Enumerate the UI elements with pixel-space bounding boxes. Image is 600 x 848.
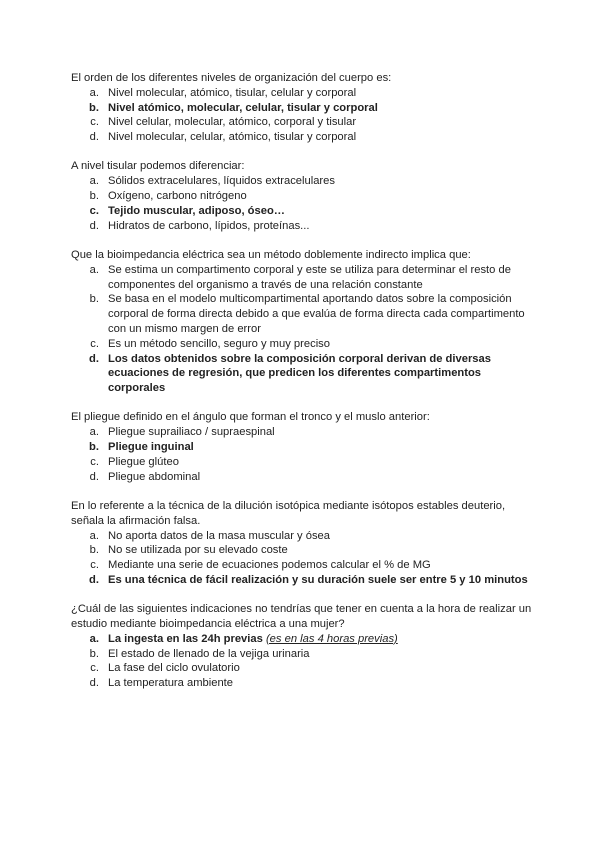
question-6: [71, 602, 541, 691]
answer-option-correct: [71, 632, 541, 647]
answer-letter: d.: [89, 677, 99, 690]
answer-option: [71, 470, 541, 485]
answer-text: No se utilizada por su elevado coste: [108, 544, 288, 557]
answer-text: Hidratos de carbono, lípidos, proteínas...: [108, 219, 310, 232]
answer-option: [71, 130, 541, 145]
question-3: [71, 248, 541, 396]
answer-option: [71, 676, 541, 691]
answer-letter: d.: [89, 131, 99, 144]
answer-text: Pliegue abdominal: [108, 470, 201, 483]
question-stem: En lo referente a la técnica de la dilución isotópica mediante isótopos estables deuterio, señala la afirmación falsa.: [71, 499, 506, 527]
answer-text: Nivel molecular, celular, atómico, tisular y corporal: [108, 131, 357, 144]
answer-text: La ingesta en las 24h previas: [108, 632, 263, 645]
answer-letter: b.: [89, 190, 99, 203]
answer-list: [71, 263, 541, 396]
question-stem: El pliegue definido en el ángulo que forman el tronco y el muslo anterior:: [71, 411, 430, 424]
answer-letter: a.: [89, 529, 99, 542]
answer-letter: c.: [90, 662, 99, 675]
question-stem: A nivel tisular podemos diferenciar:: [71, 160, 245, 173]
question-stem: ¿Cuál de las siguientes indicaciones no tendrías que tener en cuenta a la hora de realizar un estudio mediante bioimpedancia eléctrica a una mujer?: [71, 603, 532, 630]
answer-text-wrapper: [108, 632, 541, 647]
answer-option: [71, 529, 541, 544]
answer-text: La temperatura ambiente: [108, 677, 234, 690]
answer-option: [71, 425, 541, 440]
answer-list: [71, 529, 541, 588]
answer-option: [71, 115, 541, 130]
answer-letter: d.: [89, 470, 99, 483]
answer-option: [71, 558, 541, 573]
question-5: [71, 499, 541, 588]
answer-letter: a.: [89, 175, 99, 188]
answer-list: [71, 86, 541, 145]
answer-text: Oxígeno, carbono nitrógeno: [108, 190, 247, 203]
answer-letter: b.: [89, 544, 99, 557]
answer-letter: c.: [90, 116, 99, 129]
answer-option: [71, 647, 541, 662]
answer-letter: a.: [89, 426, 99, 439]
answer-letter: a.: [89, 86, 99, 99]
answer-text: No aporta datos de la masa muscular y ósea: [108, 529, 331, 542]
answer-option-correct: [71, 440, 541, 455]
answer-option: [71, 189, 541, 204]
answer-option: [71, 661, 541, 676]
answer-note: (es en las 4 horas previas): [265, 632, 398, 645]
answer-letter: d.: [89, 573, 99, 586]
answer-text: Pliegue glúteo: [108, 455, 179, 468]
document-page: [71, 71, 541, 705]
answer-letter: a.: [89, 632, 99, 645]
answer-option: [71, 337, 541, 352]
answer-text: Se basa en el modelo multicompartimental aportando datos sobre la composición corporal de forma directa debido a que evalúa de forma directa cada compartimento con un mismo margen de error: [108, 293, 525, 335]
answer-letter: d.: [89, 352, 99, 365]
answer-text: Sólidos extracelulares, líquidos extracelulares: [108, 175, 335, 188]
answer-option-correct: [71, 352, 541, 396]
answer-text: Pliegue suprailiaco / supraespinal: [108, 426, 275, 439]
answer-option: [71, 292, 541, 336]
question-stem: Que la bioimpedancia eléctrica sea un método doblemente indirecto implica que:: [71, 248, 471, 261]
answer-letter: c.: [90, 337, 99, 350]
answer-list: [71, 632, 541, 691]
answer-list: [71, 425, 541, 484]
question-4: [71, 410, 541, 484]
answer-option: [71, 455, 541, 470]
answer-text: Pliegue inguinal: [108, 441, 194, 454]
answer-text: Se estima un compartimento corporal y este se utiliza para determinar el resto de componentes del organismo a través de una relación constante: [108, 263, 511, 291]
answer-option: [71, 86, 541, 101]
answer-text: Nivel celular, molecular, atómico, corporal y tisular: [108, 116, 357, 129]
answer-letter: b.: [89, 647, 99, 660]
answer-text: Nivel atómico, molecular, celular, tisular y corporal: [108, 101, 378, 114]
answer-letter: c.: [89, 204, 99, 217]
answer-letter: c.: [90, 455, 99, 468]
answer-letter: b.: [89, 293, 99, 306]
answer-option: [71, 543, 541, 558]
answer-text: Es un método sencillo, seguro y muy preciso: [108, 337, 330, 350]
answer-option: [71, 263, 541, 293]
answer-text: La fase del ciclo ovulatorio: [108, 662, 240, 675]
question-2: [71, 159, 541, 233]
answer-option-correct: [71, 204, 541, 219]
answer-text: Mediante una serie de ecuaciones podemos calcular el % de MG: [108, 559, 431, 572]
answer-text: Tejido muscular, adiposo, óseo…: [108, 204, 285, 217]
answer-option: [71, 174, 541, 189]
answer-text: Los datos obtenidos sobre la composición corporal derivan de diversas ecuaciones de regresión, que predicen los diferentes compartimentos corporales: [108, 352, 491, 395]
answer-option-correct: [71, 101, 541, 116]
answer-letter: b.: [89, 101, 99, 114]
answer-text: Nivel molecular, atómico, tisular, celular y corporal: [108, 86, 357, 99]
answer-letter: c.: [90, 559, 99, 572]
answer-letter: d.: [89, 219, 99, 232]
question-stem: El orden de los diferentes niveles de organización del cuerpo es:: [71, 72, 392, 84]
answer-text: Es una técnica de fácil realización y su duración suele ser entre 5 y 10 minutos: [108, 573, 528, 586]
answer-option: [71, 219, 541, 234]
answer-letter: b.: [89, 441, 99, 454]
answer-letter: a.: [89, 263, 99, 276]
question-1: [71, 71, 541, 145]
answer-text: El estado de llenado de la vejiga urinaria: [108, 647, 310, 660]
answer-list: [71, 174, 541, 233]
answer-option-correct: [71, 573, 541, 588]
